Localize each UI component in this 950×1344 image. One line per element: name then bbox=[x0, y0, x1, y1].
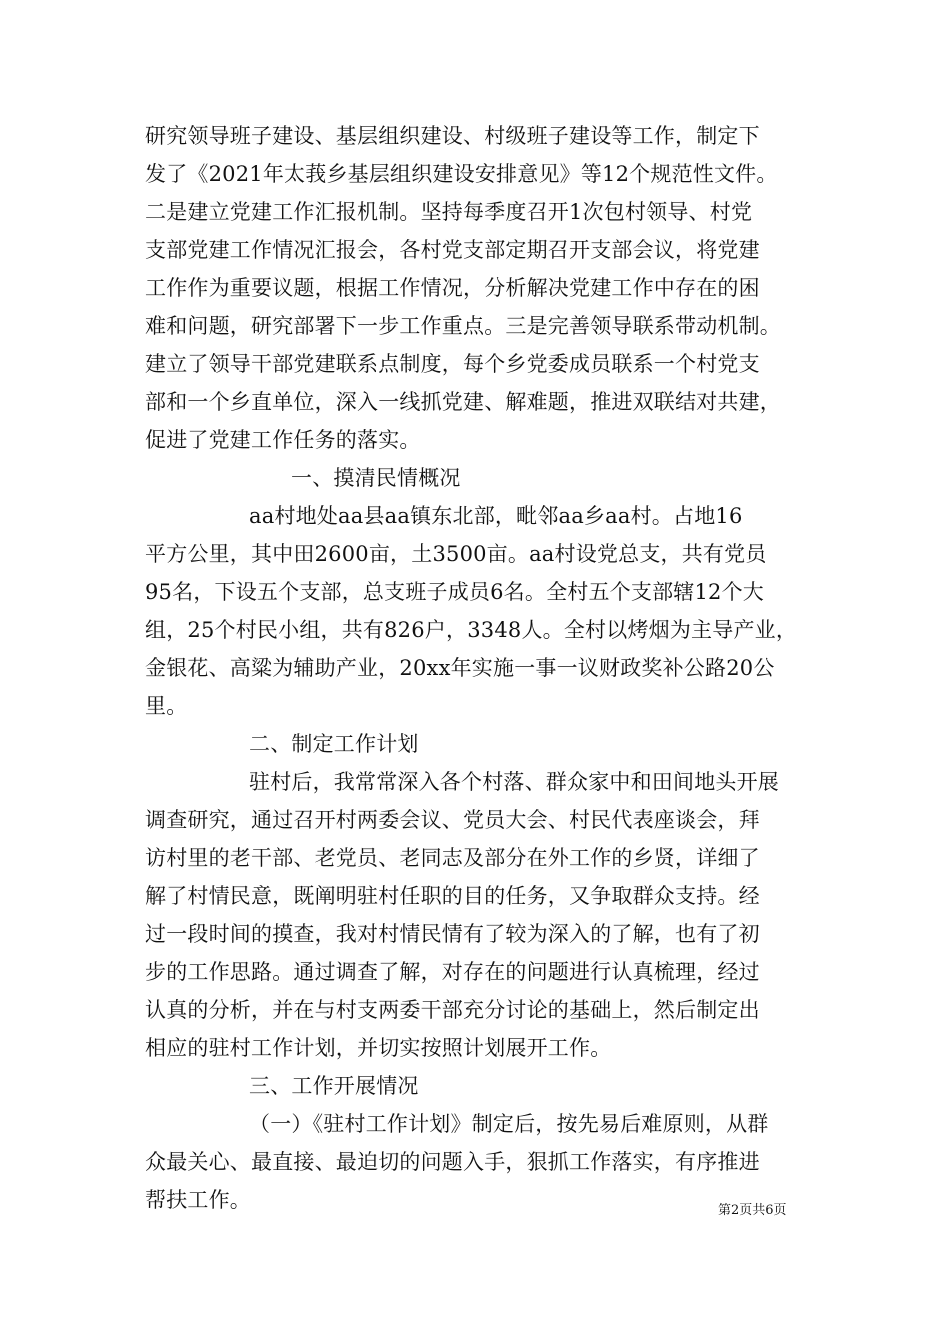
text-line: 平方公里，其中田2600亩，土3500亩。aa村设党总支，共有党员 bbox=[145, 542, 767, 566]
text-line: 二是建立党建工作汇报机制。坚持每季度召开1次包村领导、村党 bbox=[145, 200, 753, 224]
section-heading: 一、摸清民情概况 bbox=[291, 466, 461, 490]
text-line: 金银花、高粱为辅助产业，20xx年实施一事一议财政奖补公路20公 bbox=[145, 656, 775, 680]
text-line: 里。 bbox=[145, 694, 188, 718]
text-line: 促进了党建工作任务的落实。 bbox=[145, 428, 421, 452]
text-line: 步的工作思路。通过调查了解，对存在的问题进行认真梳理，经过 bbox=[145, 960, 760, 984]
text-line: （一）《驻村工作计划》制定后，按先易后难原则，从群 bbox=[249, 1112, 769, 1136]
text-line: 驻村后，我常常深入各个村落、群众家中和田间地头开展 bbox=[249, 770, 779, 794]
text-line: 95名，下设五个支部，总支班子成员6名。全村五个支部辖12个大 bbox=[145, 580, 765, 604]
text-line: 相应的驻村工作计划，并切实按照计划展开工作。 bbox=[145, 1036, 612, 1060]
section-heading: 三、工作开展情况 bbox=[249, 1074, 419, 1098]
text-line: 调查研究，通过召开村两委会议、党员大会、村民代表座谈会，拜 bbox=[145, 808, 760, 832]
text-line: 访村里的老干部、老党员、老同志及部分在外工作的乡贤，详细了 bbox=[145, 846, 760, 870]
text-line: 认真的分析，并在与村支两委干部充分讨论的基础上，然后制定出 bbox=[145, 998, 760, 1022]
text-line: 组，25个村民小组，共有826户，3348人。全村以烤烟为主导产业， bbox=[145, 618, 798, 642]
text-line: 众最关心、最直接、最迫切的问题入手，狠抓工作落实，有序推进 bbox=[145, 1150, 760, 1174]
text-line: 帮扶工作。 bbox=[145, 1188, 251, 1212]
text-line: 建立了领导干部党建联系点制度，每个乡党委成员联系一个村党支 bbox=[145, 352, 760, 376]
page-number: 第2页共6页 bbox=[718, 1203, 787, 1218]
text-line: 支部党建工作情况汇报会，各村党支部定期召开支部会议，将党建 bbox=[145, 238, 760, 262]
text-line: 部和一个乡直单位，深入一线抓党建、解难题，推进双联结对共建， bbox=[145, 390, 781, 414]
text-line: 发了《2021年太莪乡基层组织建设安排意见》等12个规范性文件。 bbox=[145, 162, 778, 186]
text-line: 研究领导班子建设、基层组织建设、村级班子建设等工作，制定下 bbox=[145, 124, 760, 148]
text-line: aa村地处aa县aa镇东北部，毗邻aa乡aa村。占地16 bbox=[249, 504, 743, 528]
text-line: 过一段时间的摸查，我对村情民情有了较为深入的了解，也有了初 bbox=[145, 922, 760, 946]
text-line: 解了村情民意，既阐明驻村任职的目的任务，又争取群众支持。经 bbox=[145, 884, 760, 908]
text-line: 难和问题，研究部署下一步工作重点。三是完善领导联系带动机制。 bbox=[145, 314, 781, 338]
text-line: 工作作为重要议题，根据工作情况，分析解决党建工作中存在的困 bbox=[145, 276, 760, 300]
section-heading: 二、制定工作计划 bbox=[249, 732, 419, 756]
